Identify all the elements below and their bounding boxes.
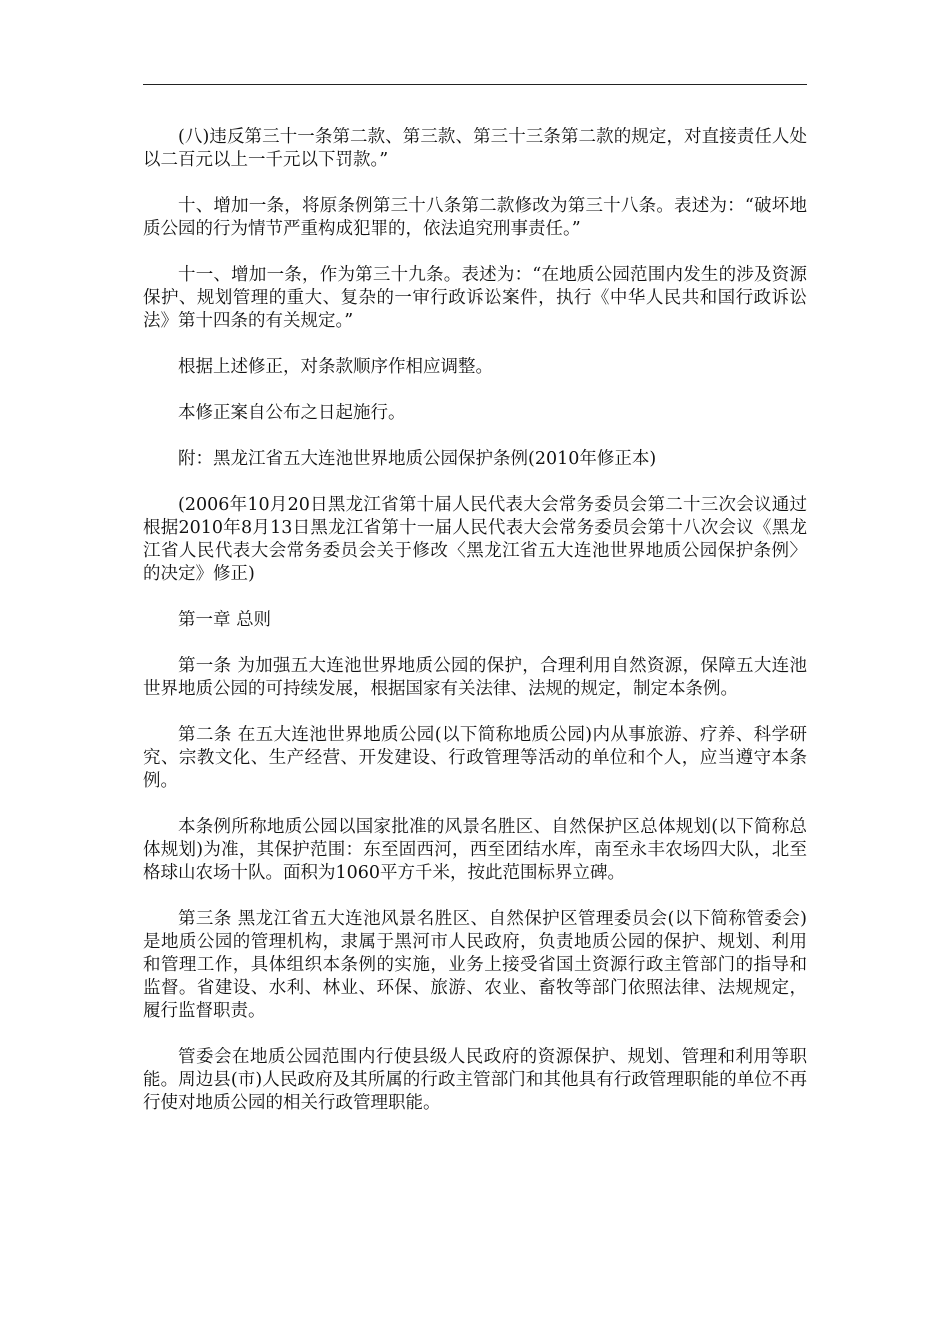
paragraph-amendment-11: 十一、增加一条，作为第三十九条。表述为：“在地质公园范围内发生的涉及资源保护、规划管理的重大、复杂的一审行政诉讼案件，执行《中华人民共和国行政诉讼法》第十四条的有关规定。”	[143, 265, 807, 331]
header-rule	[143, 84, 807, 85]
chapter-heading: 第一章 总则	[178, 610, 272, 630]
article-2-scope: 本条例所称地质公园以国家批准的风景名胜区、自然保护区总体规划(以下简称总体规划)为准，其保护范围：东至固西河，西至团结水库，南至永丰农场四大队，北至格球山农场十队。面积为1060平方千米，按此范围标界立碑。	[143, 817, 807, 883]
paragraph-penalty-item-8: (八)违反第三十一条第二款、第三款、第三十三条第二款的规定，对直接责任人处以二百元以上一千元以下罚款。”	[143, 127, 807, 170]
article-2: 第二条 在五大连池世界地质公园(以下简称地质公园)内从事旅游、疗养、科学研究、宗教文化、生产经营、开发建设、行政管理等活动的单位和个人，应当遵守本条例。	[143, 725, 807, 791]
paragraph-amendment-10: 十、增加一条，将原条例第三十八条第二款修改为第三十八条。表述为：“破坏地质公园的行为情节严重构成犯罪的，依法追究刑事责任。”	[143, 196, 807, 239]
paragraph-effective-date: 本修正案自公布之日起施行。	[178, 403, 406, 423]
article-3: 第三条 黑龙江省五大连池风景名胜区、自然保护区管理委员会(以下简称管委会)是地质公园的管理机构，隶属于黑河市人民政府，负责地质公园的保护、规划、利用和管理工作，具体组织本条例的实施，业务上接受省国土资源行政主管部门的指导和监督。省建设、水利、林业、环保、旅游、农业、畜牧等部门依照法律、法规规定，履行监督职责。	[143, 909, 807, 1021]
paragraph-reorder-note: 根据上述修正，对条款顺序作相应调整。	[178, 357, 493, 377]
article-3-functions: 管委会在地质公园范围内行使县级人民政府的资源保护、规划、管理和利用等职能。周边县(市)人民政府及其所属的行政主管部门和其他具有行政管理职能的单位不再行使对地质公园的相关行政管理职能。	[143, 1047, 807, 1113]
document-body	[143, 126, 807, 1138]
article-1: 第一条 为加强五大连池世界地质公园的保护，合理利用自然资源，保障五大连池世界地质公园的可持续发展，根据国家有关法律、法规的规定，制定本条例。	[143, 656, 807, 699]
paragraph-appendix-title: 附：黑龙江省五大连池世界地质公园保护条例(2010年修正本)	[178, 449, 657, 469]
paragraph-adoption-note: (2006年10月20日黑龙江省第十届人民代表大会常务委员会第二十三次会议通过 根据2010年8月13日黑龙江省第十一届人民代表大会常务委员会第十八次会议《黑龙江省人民代表大会常务委员会关于修改〈黑龙江省五大连池世界地质公园保护条例〉的决定》修正)	[143, 495, 807, 584]
